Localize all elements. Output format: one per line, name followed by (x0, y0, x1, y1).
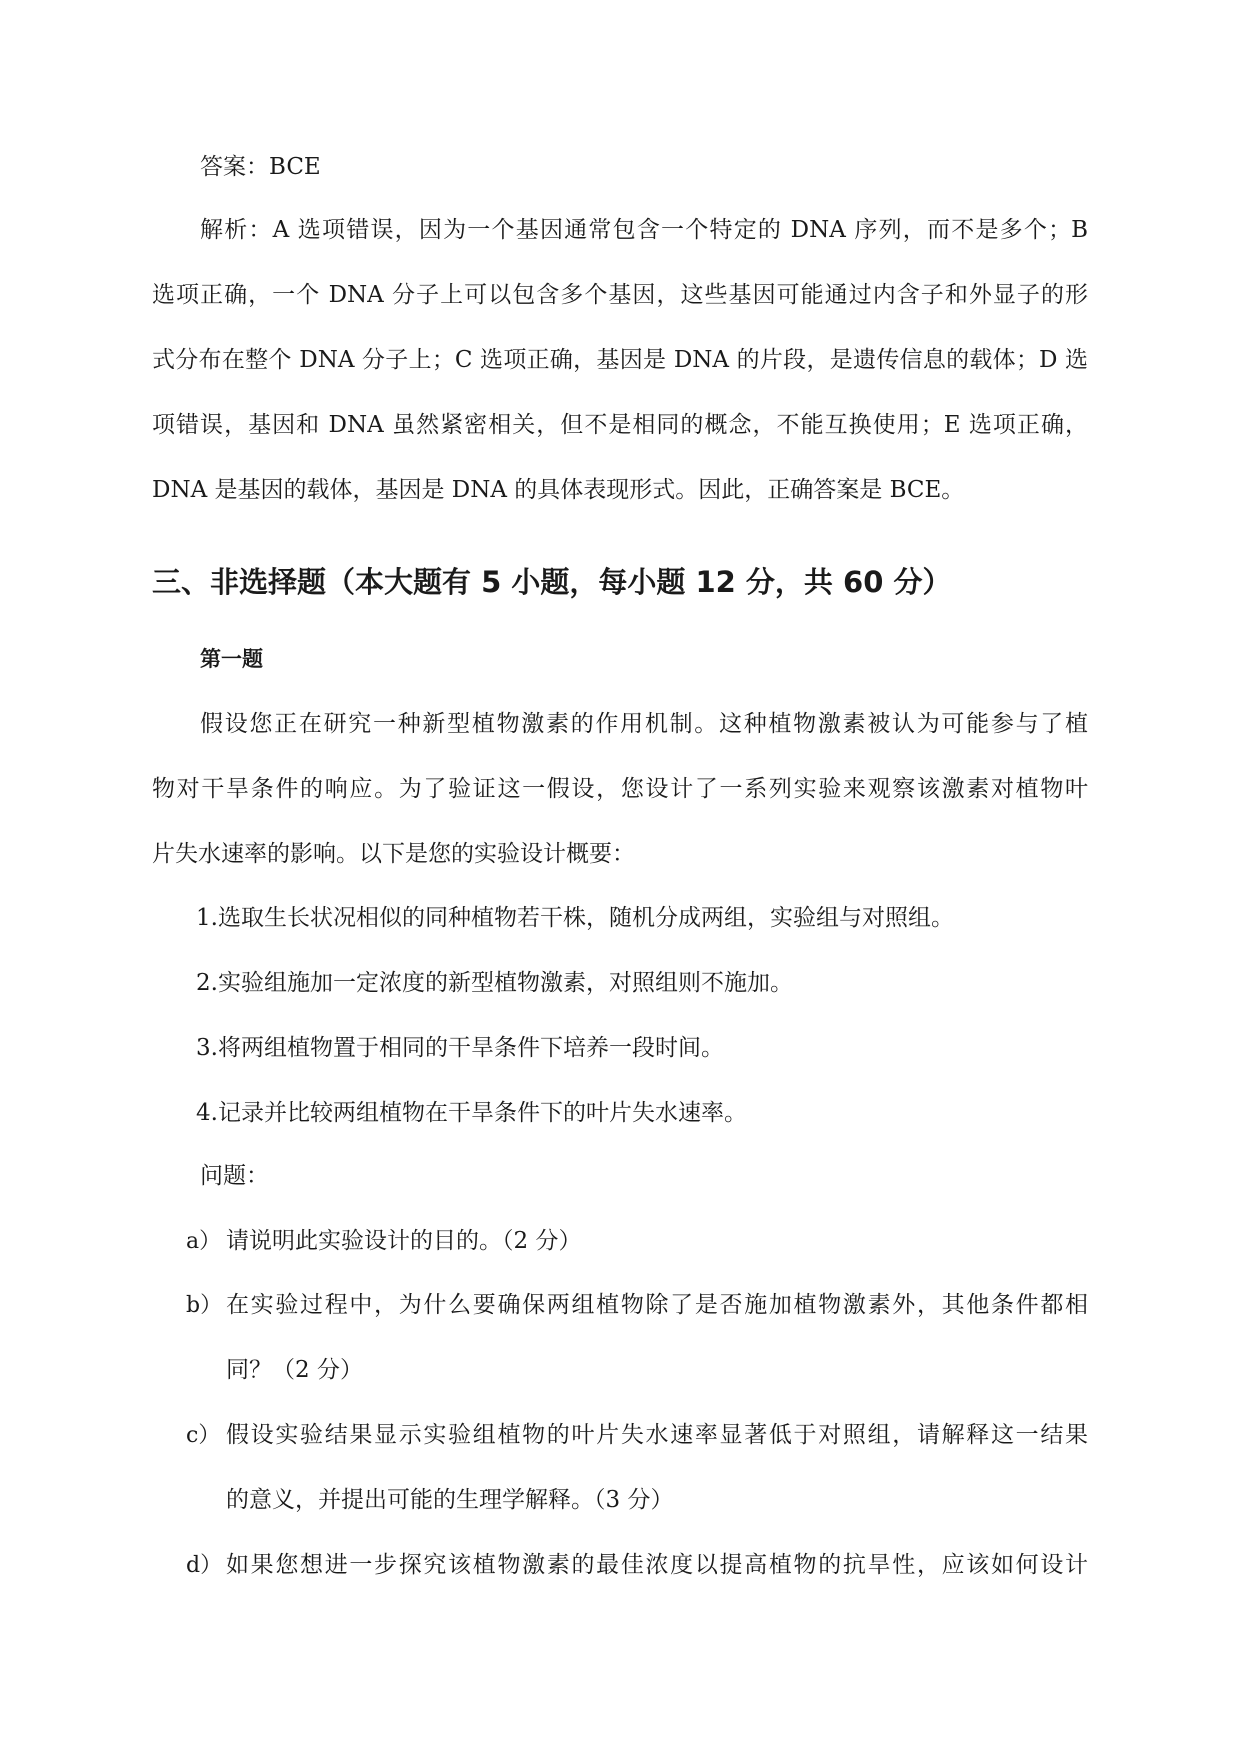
sub-question-a-label: a） (186, 1229, 222, 1254)
sub-question-d-label: d） (186, 1553, 223, 1578)
questions-label: 问题： (200, 1163, 269, 1189)
sub-question-c-label: c） (186, 1423, 221, 1448)
sub-question-d-line-1: 如果您想进一步探究该植物激素的最佳浓度以提高植物的抗旱性，应该如何设计 (226, 1552, 1088, 1578)
question-title: 第一题 (200, 647, 263, 671)
step-3: 3.将两组植物置于相同的干旱条件下培养一段时间。 (196, 1035, 724, 1061)
sub-question-b-label: b） (186, 1293, 223, 1318)
explanation-line-5: DNA 是基因的载体，基因是 DNA 的具体表现形式。因此，正确答案是 BCE。 (152, 477, 965, 503)
explanation-line-4: 项错误，基因和 DNA 虽然紧密相关，但不是相同的概念，不能互换使用；E 选项正确， (152, 412, 1088, 438)
explanation-line-1: 解析：A 选项错误，因为一个基因通常包含一个特定的 DNA 序列，而不是多个；B (200, 217, 1088, 243)
intro-line-3: 片失水速率的影响。以下是您的实验设计概要： (152, 841, 635, 867)
sub-question-b-line-2: 同？（2 分） (226, 1357, 363, 1383)
section-heading: 三、非选择题（本大题有 5 小题，每小题 12 分，共 60 分） (152, 565, 952, 599)
answer-line: 答案：BCE (200, 154, 321, 180)
explanation-line-2: 选项正确，一个 DNA 分子上可以包含多个基因，这些基因可能通过内含子和外显子的形 (152, 282, 1088, 308)
explanation-line-3: 式分布在整个 DNA 分子上；C 选项正确，基因是 DNA 的片段，是遗传信息的载体；D 选 (152, 347, 1088, 373)
step-1: 1.选取生长状况相似的同种植物若干株，随机分成两组，实验组与对照组。 (196, 905, 954, 931)
intro-line-2: 物对干旱条件的响应。为了验证这一假设，您设计了一系列实验来观察该激素对植物叶 (152, 776, 1088, 802)
step-2: 2.实验组施加一定浓度的新型植物激素，对照组则不施加。 (196, 970, 793, 996)
sub-question-c-line-1: 假设实验结果显示实验组植物的叶片失水速率显著低于对照组，请解释这一结果 (226, 1422, 1088, 1448)
sub-question-b-line-1: 在实验过程中，为什么要确保两组植物除了是否施加植物激素外，其他条件都相 (226, 1292, 1088, 1318)
intro-line-1: 假设您正在研究一种新型植物激素的作用机制。这种植物激素被认为可能参与了植 (200, 711, 1088, 737)
step-4: 4.记录并比较两组植物在干旱条件下的叶片失水速率。 (196, 1100, 747, 1126)
sub-question-c-line-2: 的意义，并提出可能的生理学解释。（3 分） (226, 1487, 674, 1513)
sub-question-a-line-1: 请说明此实验设计的目的。（2 分） (226, 1228, 582, 1254)
